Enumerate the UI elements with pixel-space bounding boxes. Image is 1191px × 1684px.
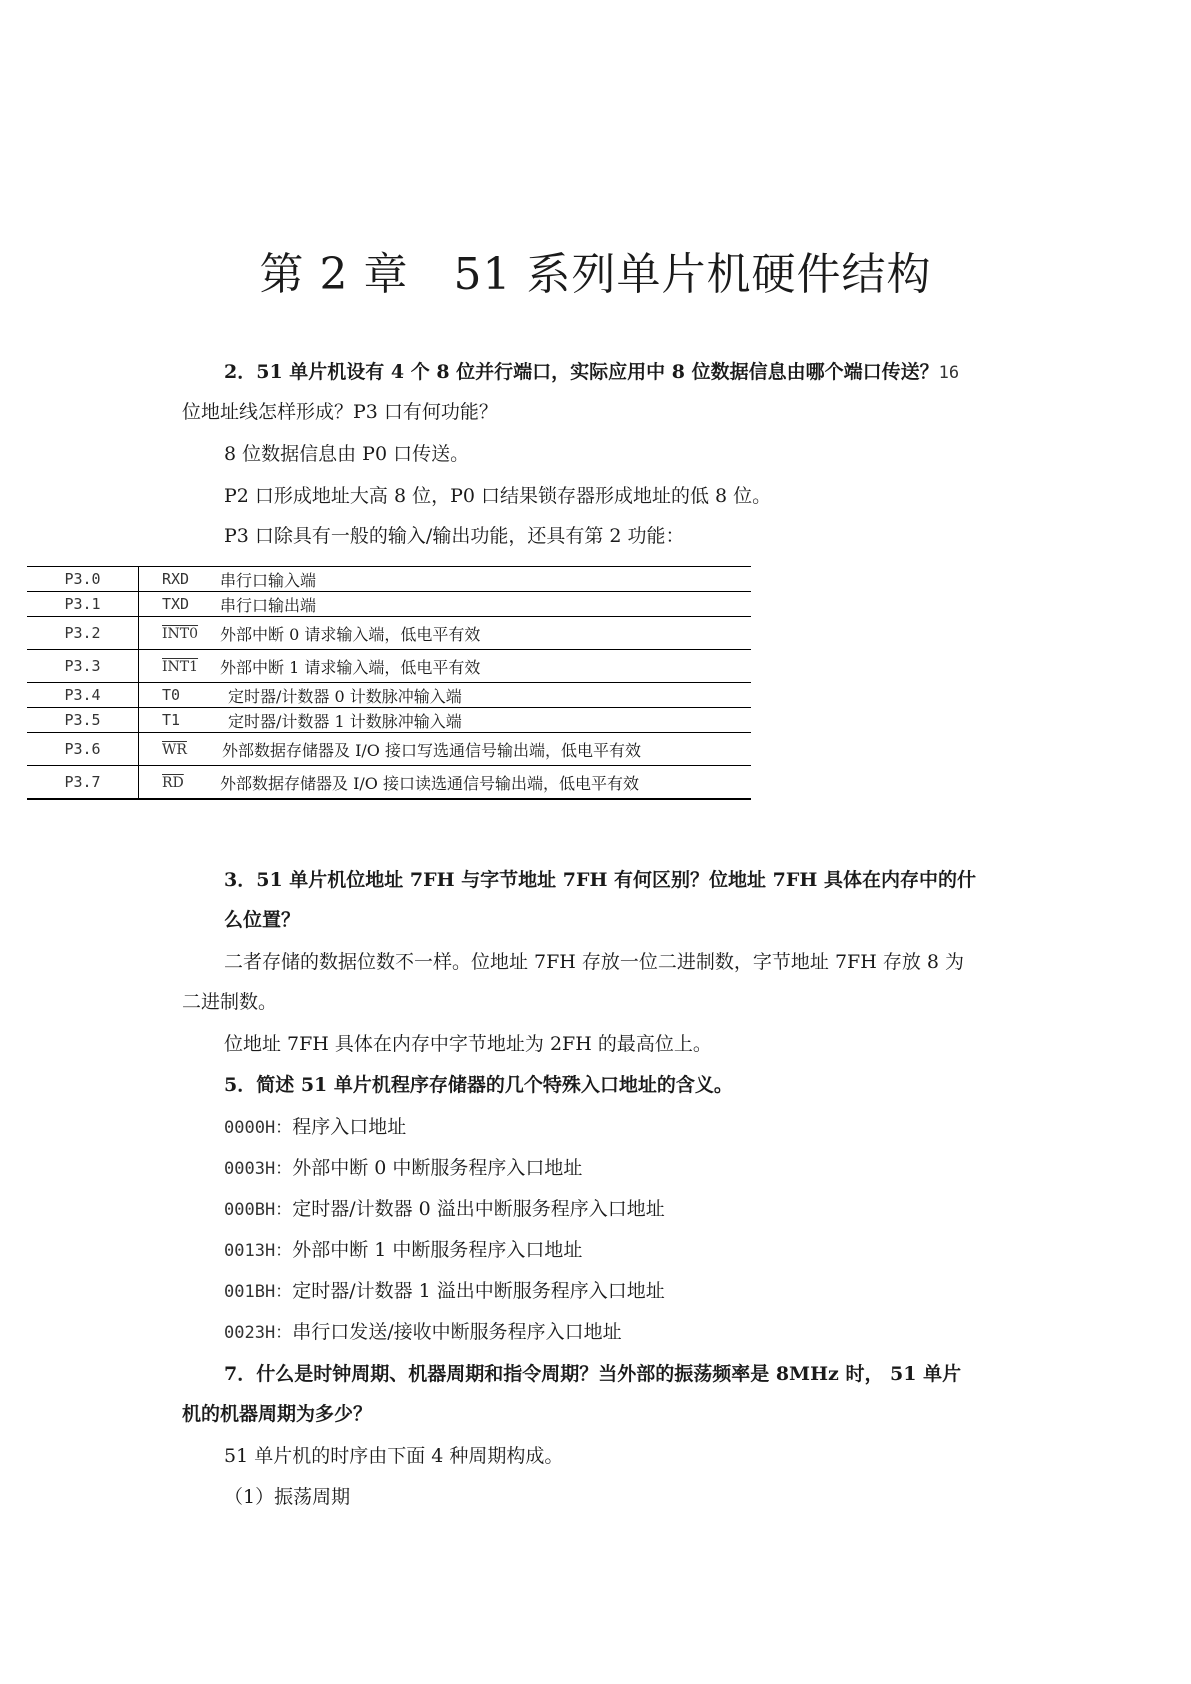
table-row (27, 617, 751, 650)
signal-cell (139, 733, 221, 766)
signal-cell: T1 (139, 708, 221, 733)
entry-description: 定时器/计数器 0 溢出中断服务程序入口地址 (292, 1198, 665, 1220)
signal-cell (139, 650, 221, 683)
signal-cell: RXD (139, 567, 221, 592)
description-cell: 定时器/计数器 0 计数脉冲输入端 (220, 683, 751, 708)
pin-cell: P3.7 (27, 766, 139, 800)
signal-overline-label: INT0 (162, 626, 199, 642)
answer-3-line-2: 二进制数。 (182, 991, 278, 1013)
entry-address-line (224, 1154, 582, 1183)
entry-description: 定时器/计数器 1 溢出中断服务程序入口地址 (292, 1280, 665, 1302)
pin-cell: P3.5 (27, 708, 139, 733)
entry-address: 0023H： (224, 1323, 293, 1343)
pin-cell: P3.6 (27, 733, 139, 766)
question-2-line-2: 位地址线怎样形成？P3 口有何功能？ (182, 401, 498, 423)
question-7-line-1: 7．什么是时钟周期、机器周期和指令周期？当外部的振荡频率是 8MHz 时， 51 单片 (224, 1363, 962, 1385)
description-cell: 外部数据存储器及 I/O 接口读选通信号输出端，低电平有效 (220, 766, 751, 800)
answer-3-line-1: 二者存储的数据位数不一样。位地址 7FH 存放一位二进制数，字节地址 7FH 存放 8 为 (224, 951, 965, 973)
description-cell: 外部中断 0 请求输入端，低电平有效 (220, 617, 751, 650)
entry-description: 串行口发送/接收中断服务程序入口地址 (292, 1321, 622, 1343)
question-2-text: 2．51 单片机设有 4 个 8 位并行端口，实际应用中 8 位数据信息由哪个端口传送？ (224, 361, 939, 383)
entry-address-line (224, 1113, 406, 1142)
entry-description: 程序入口地址 (292, 1116, 407, 1138)
signal-overline-label: $\overline{RD}$ (162, 775, 184, 791)
table-row (27, 708, 751, 733)
entry-description: 外部中断 1 中断服务程序入口地址 (292, 1239, 583, 1261)
entry-address: 000BH： (224, 1200, 293, 1220)
question-2-tail: 16 (938, 363, 960, 383)
answer-2-line-2: P2 口形成地址大高 8 位，P0 口结果锁存器形成地址的低 8 位。 (224, 485, 772, 507)
question-7-line-2: 机的机器周期为多少？ (182, 1403, 373, 1425)
p3-function-table (27, 566, 751, 800)
question-5: 5．简述 51 单片机程序存储器的几个特殊入口地址的含义。 (224, 1074, 733, 1096)
table-row (27, 766, 751, 800)
answer-2-line-3: P3 口除具有一般的输入/输出功能，还具有第 2 功能： (224, 525, 685, 547)
table-row (27, 567, 751, 592)
question-3-line-2: 么位置？ (224, 909, 301, 931)
description-cell: 串行口输入端 (220, 567, 751, 592)
entry-address-line (224, 1318, 622, 1347)
description-cell: 外部数据存储器及 I/O 接口写选通信号输出端，低电平有效 (220, 733, 751, 766)
answer-7-line-1: 51 单片机的时序由下面 4 种周期构成。 (224, 1445, 564, 1467)
answer-3-line-3: 位地址 7FH 具体在内存中字节地址为 2FH 的最高位上。 (224, 1033, 712, 1055)
signal-cell (139, 766, 221, 800)
question-2-line-1 (224, 358, 959, 387)
description-cell: 外部中断 1 请求输入端，低电平有效 (220, 650, 751, 683)
question-3-line-1: 3．51 单片机位地址 7FH 与字节地址 7FH 有何区别？位地址 7FH 具体在内存中的什 (224, 869, 976, 891)
chapter-title: 第 2 章 51 系列单片机硬件结构 (259, 249, 932, 300)
entry-address: 0000H： (224, 1118, 293, 1138)
entry-address-line (224, 1195, 665, 1224)
table-row (27, 650, 751, 683)
answer-2-line-1: 8 位数据信息由 P0 口传送。 (224, 443, 470, 465)
entry-address: 0013H： (224, 1241, 293, 1261)
entry-address-line (224, 1277, 665, 1306)
signal-cell: T0 (139, 683, 221, 708)
entry-address: 001BH： (224, 1282, 293, 1302)
signal-cell (139, 617, 221, 650)
pin-cell: P3.4 (27, 683, 139, 708)
table-row (27, 683, 751, 708)
description-cell: 定时器/计数器 1 计数脉冲输入端 (220, 708, 751, 733)
signal-overline-label: INT1 (162, 659, 199, 675)
table-row (27, 592, 751, 617)
pin-cell: P3.3 (27, 650, 139, 683)
signal-cell: TXD (139, 592, 221, 617)
entry-address: 0003H： (224, 1159, 293, 1179)
answer-7-line-2: （1）振荡周期 (224, 1486, 351, 1508)
table-row (27, 733, 751, 766)
entry-address-line (224, 1236, 582, 1265)
pin-cell: P3.0 (27, 567, 139, 592)
pin-cell: P3.1 (27, 592, 139, 617)
entry-description: 外部中断 0 中断服务程序入口地址 (292, 1157, 583, 1179)
description-cell: 串行口输出端 (220, 592, 751, 617)
pin-cell: P3.2 (27, 617, 139, 650)
signal-overline-label: $\overline{WR}$ (162, 742, 187, 758)
